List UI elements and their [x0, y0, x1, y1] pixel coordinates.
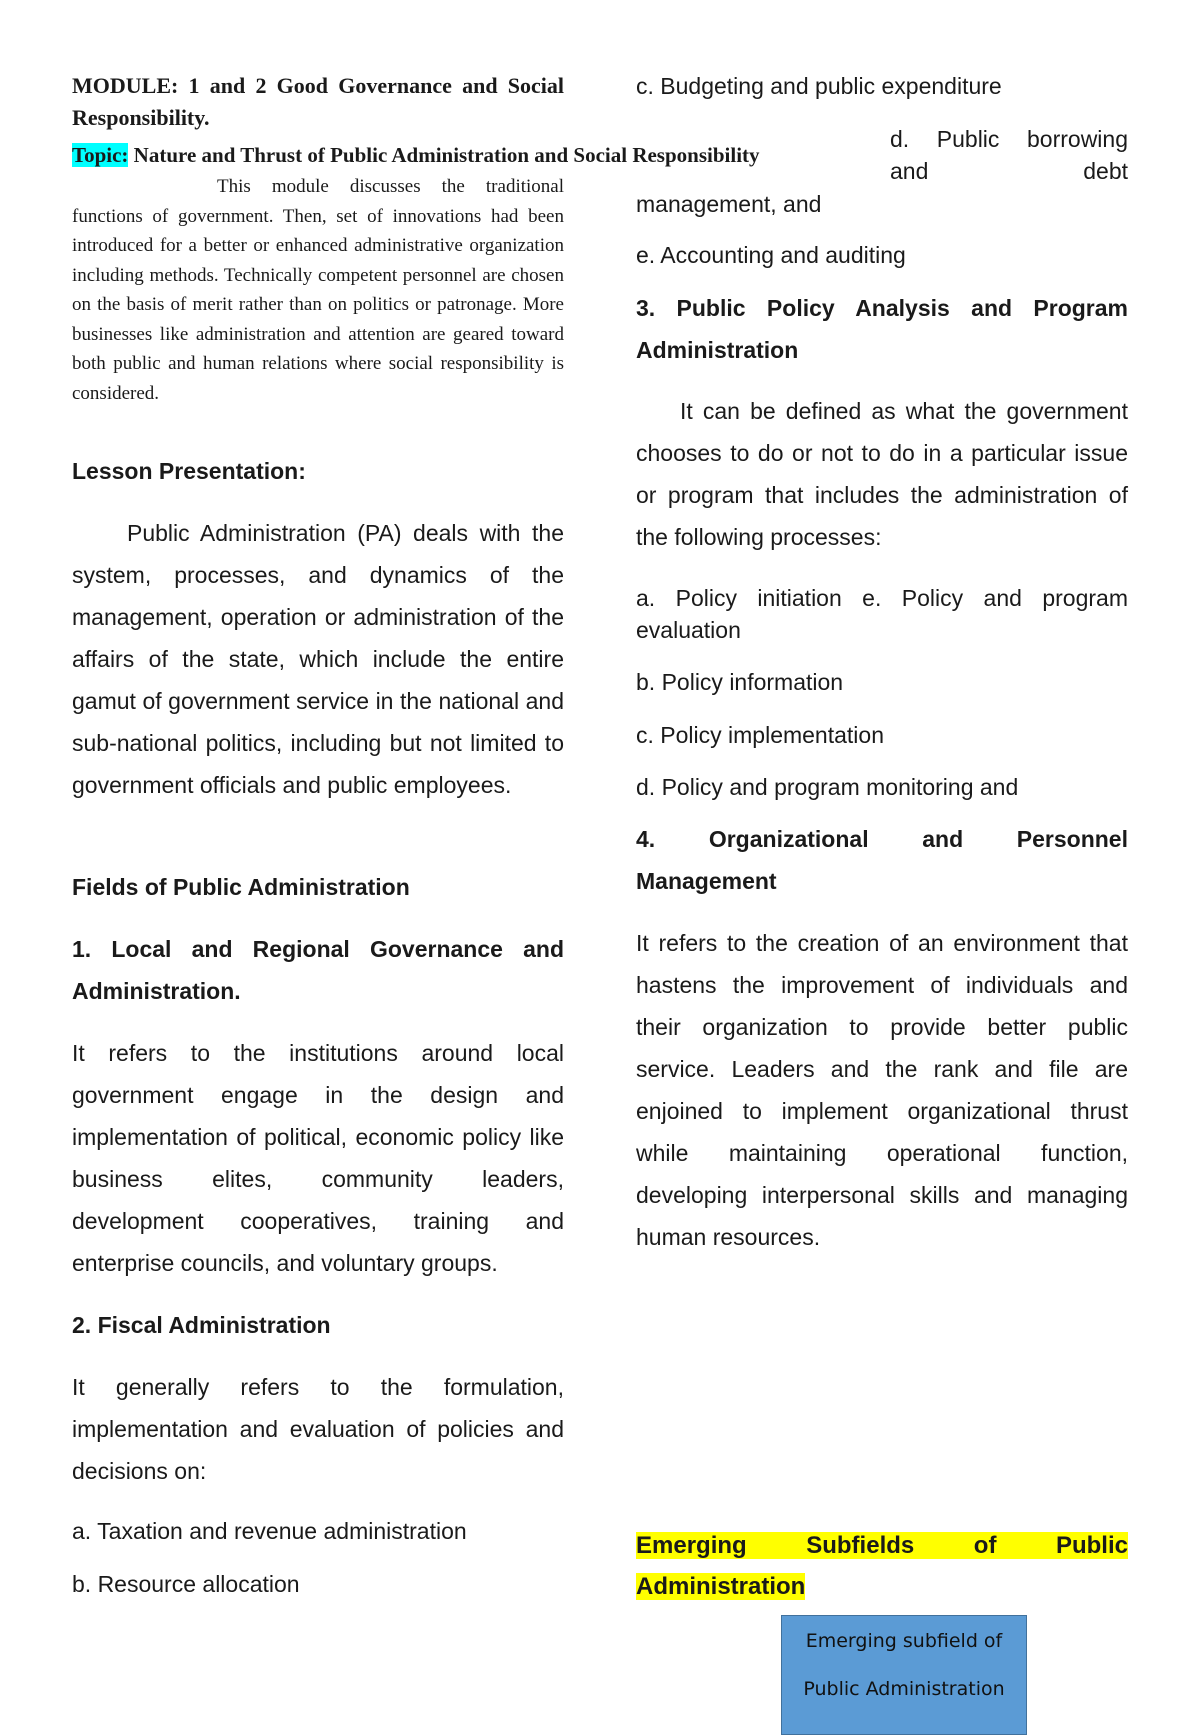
list-item: b. Resource allocation: [72, 1571, 300, 1597]
field2-body: It generally refers to the formulation, implementation and evaluation of policies and decisions on:: [72, 1374, 564, 1484]
field4-body: It refers to the creation of an environment that hastens the improvement of individuals and their organization to provide better public service. Leaders and the rank and file are enjoined to implement organizational thrust while maintaining operational function, developing interpersonal skills and managing human resources.: [636, 930, 1128, 1250]
lesson-heading: Lesson Presentation:: [72, 458, 306, 484]
emerging-box-line2: Public Administration: [803, 1678, 1005, 1700]
field3-heading: 3. Public Policy Analysis and Program Administration: [636, 295, 1128, 363]
pa-paragraph: [72, 512, 564, 806]
list-item-continuation: management, and: [636, 191, 822, 217]
list-item: e. Accounting and auditing: [636, 242, 906, 268]
emerging-box-line1: Emerging subfield of: [805, 1630, 1003, 1652]
emerging-subfields-heading: [636, 1525, 1128, 1607]
emerging-subfield-box: [781, 1615, 1027, 1735]
topic-text: Nature and Thrust of Public Administration and Social Responsibility: [133, 143, 760, 167]
list-item: a. Policy initiation e. Policy and program evaluation: [636, 585, 1128, 643]
field3-body: [636, 390, 1128, 558]
intro-text: This module discusses the traditional functions of government. Then, set of innovations had been introduced for a better or enhanced administrative organization including methods. Technically competent personnel are chosen on the basis of merit rather than on politics or patronage. More businesses like administration and attention are geared toward both public and human relations where social responsibility is considered.: [72, 176, 564, 404]
list-item: a. Taxation and revenue administration: [72, 1518, 467, 1544]
list-item: b. Policy information: [636, 669, 844, 695]
field1-heading: 1. Local and Regional Governance and Administration.: [72, 936, 564, 1004]
list-item: d. Policy and program monitoring and: [636, 774, 1019, 800]
topic-label: Topic:: [72, 143, 129, 167]
intro-paragraph: [72, 172, 564, 408]
pa-text: Public Administration (PA) deals with the system, processes, and dynamics of the management, operation or administration of the affairs of the state, which include the entire gamut of government service in the national and sub-national politics, including but not limited to government officials and public employees.: [72, 520, 564, 798]
topic-line: [72, 140, 902, 170]
field2-heading: 2. Fiscal Administration: [72, 1312, 331, 1338]
field1-body: It refers to the institutions around local government engage in the design and implementation of political, economic policy like business elites, community leaders, development cooperatives, training and enterprise councils, and voluntary groups.: [72, 1040, 564, 1276]
module-title: MODULE: 1 and 2 Good Governance and Social Responsibility.: [72, 73, 564, 130]
list-item: c. Policy implementation: [636, 722, 884, 748]
list-item: d. Public borrowing and debt: [890, 126, 1128, 184]
list-item: c. Budgeting and public expenditure: [636, 73, 1002, 99]
emerging-heading-text: Emerging Subfields of Public Administration: [636, 1532, 1128, 1600]
fields-heading: Fields of Public Administration: [72, 874, 410, 900]
field3-text: It can be defined as what the government chooses to do or not to do in a particular issue or program that includes the administration of the following processes:: [636, 398, 1128, 550]
field4-heading: 4. Organizational and Personnel Management: [636, 826, 1128, 894]
